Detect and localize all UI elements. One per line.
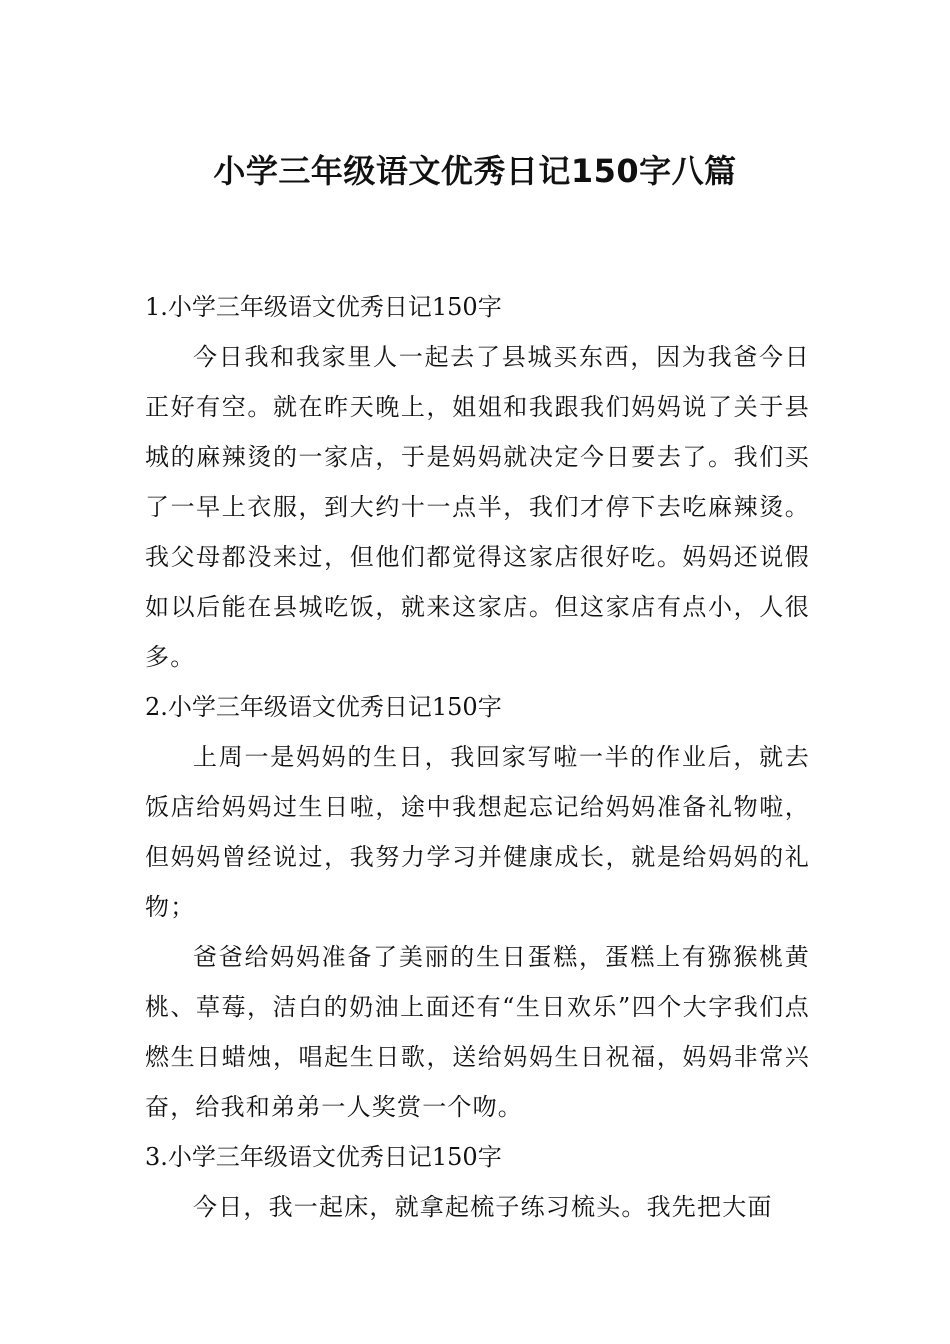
section-heading: 3.小学三年级语文优秀日记150字 — [145, 1143, 502, 1171]
section-heading: 2.小学三年级语文优秀日记150字 — [145, 693, 502, 721]
diary-section-2 — [145, 682, 810, 1132]
document-title: 小学三年级语文优秀日记150字八篇 — [213, 152, 737, 191]
section-heading: 1.小学三年级语文优秀日记150字 — [145, 293, 502, 321]
section-paragraph: 今日，我一起床，就拿起梳子练习梳头。我先把大面 — [193, 1193, 773, 1221]
diary-section-3 — [145, 1132, 810, 1232]
section-paragraph: 今日我和我家里人一起去了县城买东西，因为我爸今日正好有空。就在昨天晚上，姐姐和我跟我们妈妈说了关于县城的麻辣烫的一家店，于是妈妈就决定今日要去了。我们买了一早上衣服，到大约十一点半，我们才停下去吃麻辣烫。我父母都没来过，但他们都觉得这家店很好吃。妈妈还说假如以后能在县城吃饭，就来这家店。但这家店有点小，人很多。 — [145, 343, 810, 671]
section-paragraph: 爸爸给妈妈准备了美丽的生日蛋糕，蛋糕上有猕猴桃黄桃、草莓，洁白的奶油上面还有“生日欢乐”四个大字我们点燃生日蜡烛，唱起生日歌，送给妈妈生日祝福，妈妈非常兴奋，给我和弟弟一人奖赏一个吻。 — [145, 943, 810, 1121]
diary-section-1 — [145, 282, 810, 682]
document-body — [145, 282, 810, 1232]
section-paragraph: 上周一是妈妈的生日，我回家写啦一半的作业后，就去饭店给妈妈过生日啦，途中我想起忘记给妈妈准备礼物啦，但妈妈曾经说过，我努力学习并健康成长，就是给妈妈的礼物； — [145, 743, 810, 921]
